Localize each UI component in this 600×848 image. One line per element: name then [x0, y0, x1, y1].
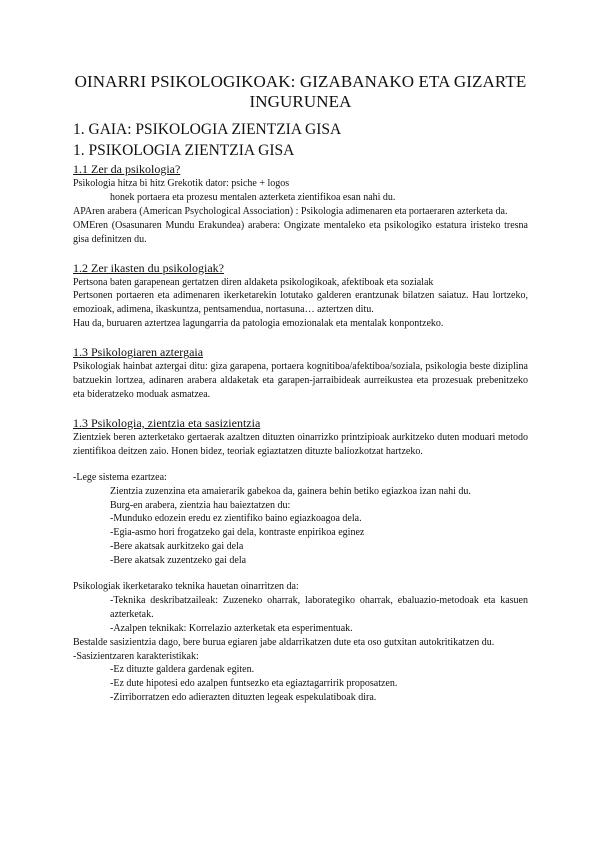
paragraph: Psikologiak hainbat aztergai ditu: giza garapena, portaera kognitiboa/afektiboa/soziala, psikologia beste diziplina batzuekin lortzea, adinaren arabera aldaketak eta garapen-jarraibideak aurreikustea eta prozesuak prebenitzeko eta bideratzeko moduak asmatzea. [73, 361, 528, 400]
list-label: -Lege sistema ezartzea: [73, 471, 167, 483]
chapter-heading: 1. GAIA: PSIKOLOGIA ZIENTZIA GISA [73, 121, 342, 138]
list-item: -Ez dute hipotesi edo azalpen funtsezko eta egiaztagarririk proposatzen. [110, 678, 398, 690]
document-title [73, 72, 528, 112]
list-item: -Ez dituzte galdera gardenak egiten. [110, 664, 255, 676]
paragraph: Zientziek beren azterketako gertaerak azaltzen dituzten oinarrizko printzipioak aurkitzeko duten moduari metodo zientifikoa deitzen zaio. Honen bidez, teoriak egiaztatzen dituzte baliozkotzat hartzeko. [73, 431, 528, 457]
paragraph: honek portaera eta prozesu mentalen azterketa zientifikoa esan nahi du. [110, 191, 396, 203]
paragraph: APAren arabera (American Psychological Association) : Psikologia adimenaren eta portaeraren azterketa da. [73, 205, 508, 217]
subsection-title-1-3b: 1.3 Psikologia, zientzia eta sasizientzia [73, 415, 261, 430]
subsection-title-1-1: 1.1 Zer da psikologia? [73, 162, 181, 176]
section-heading: 1. PSIKOLOGIA ZIENTZIA GISA [73, 142, 295, 159]
list-item: -Bere akatsak aurkitzeko gai dela [110, 541, 244, 553]
list-label: -Sasizientzaren karakteristikak: [73, 650, 199, 662]
list-item: -Bere akatsak zuzentzeko gai dela [110, 555, 247, 567]
list-item: -Teknika deskribatzaileak: Zuzeneko oharrak, laborategiko oharrak, ebaluazio-metodoak eta kasuen azterketak. [110, 594, 528, 620]
subsection-title-1-2: 1.2 Zer ikasten du psikologiak? [73, 260, 224, 275]
list-item: -Azalpen teknikak: Korrelazio azterketak eta esperimentuak. [110, 622, 353, 634]
list-item: Burg-en arabera, zientzia hau baieztatzen du: [110, 499, 291, 511]
paragraph: Pertsonen portaeren eta adimenaren ikerketarekin lotutako galderen erantzunak bilatzen saiatuz. Hau lortzeko, emozioak, adimena, ikaskuntza, pentsamendua, nortasuna… aztertzen ditu. [73, 290, 528, 316]
paragraph: OMEren (Osasunaren Mundu Erakundea) arabera: Ongizate mentaleko eta psikologiko estatura iristeko tresna gisa definitzen du. [73, 219, 528, 245]
title-line-1: OINARRI PSIKOLOGIKOAK: GIZABANAKO ETA GIZARTE [74, 72, 527, 91]
paragraph: Hau da, buruaren aztertzea lagungarria da patologia emozionalak eta mentalak konpontzeko. [73, 318, 444, 330]
list-item: -Munduko edozein eredu ez zientifiko baino egiazkoagoa dela. [110, 513, 362, 525]
list-label: Psikologiak ikerketarako teknika hauetan oinarritzen da: [73, 581, 299, 593]
subsection-title-1-3: 1.3 Psikologiaren aztergaia [73, 345, 204, 360]
list-item: Zientzia zuzenzina eta amaierarik gabekoa da, gainera behin betiko egiazkoa izan nahi du. [110, 485, 471, 497]
list-item: -Egia-asmo hori frogatzeko gai dela, kontraste enpirikoa eginez [110, 527, 365, 539]
paragraph: Bestalde sasizientzia dago, bere burua egiaren jabe aldarrikatzen dute eta oso gutxitan autokritikatzen du. [73, 636, 495, 648]
paragraph: Pertsona baten garapenean gertatzen diren aldaketa psikologikoak, afektiboak eta sozialak [73, 276, 434, 288]
paragraph: Psikologia hitza bi hitz Grekotik dator: psiche + logos [73, 178, 290, 189]
list-item: -Zirriborratzen edo adierazten dituzten legeak espekulatiboak dira. [110, 692, 377, 704]
title-line-2: INGURUNEA [249, 92, 352, 111]
